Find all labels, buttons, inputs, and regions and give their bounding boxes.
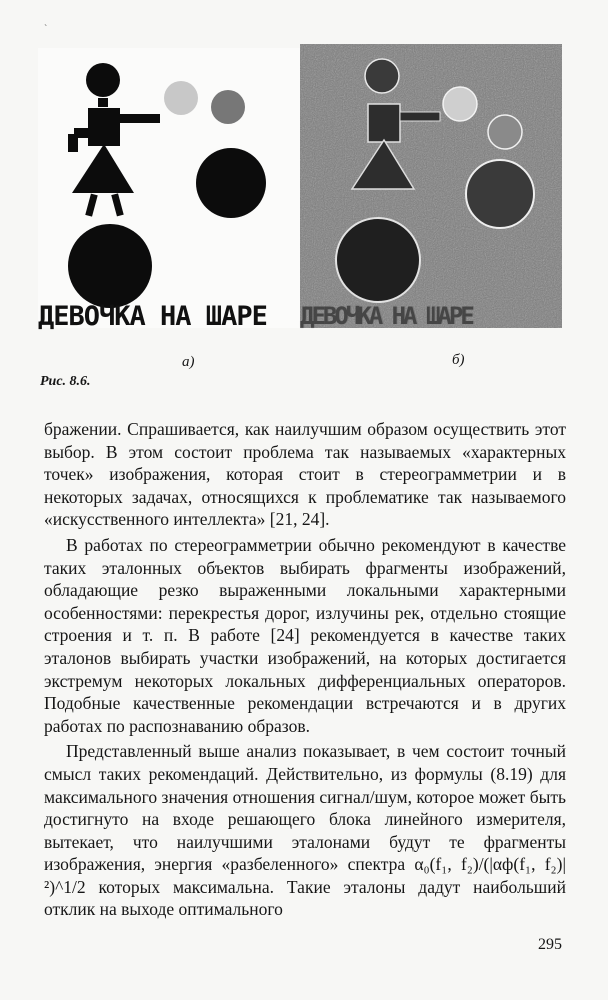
paragraph-3: Представленный выше анализ показывает, в чем состоит точный смысл таких рекомендаций. Действительно, из формулы (8.19) для максимального значения отношения сигнал/шум, которое может быть достигнуто на входе решающего блока линейного измерителя, вытекает, что наилучшими эталонами будут те фрагменты изображения, энергия «разбеленного» спектра α₀(f₁, f₂)/(|αф(f₁, f₂)|²)^1/2 которых максимальна. Такие эталоны дадут наибольший отклик на выходе оптимального: [44, 741, 566, 920]
sub-label-b: б): [452, 352, 465, 368]
noisy-small-balloon-1: [443, 87, 477, 121]
panel-a-image: [38, 48, 300, 328]
noisy-girl-arm: [400, 112, 440, 121]
girl-leg-left: [85, 194, 97, 217]
girl-skirt: [72, 144, 134, 193]
scan-mark: `: [44, 24, 48, 35]
girl-torso: [88, 108, 120, 146]
girl-neck: [98, 98, 108, 107]
panel-b-image: [300, 44, 562, 328]
figure-caption-strip: [38, 298, 560, 334]
girl-arm-right: [120, 114, 160, 123]
sub-label-a: а): [182, 354, 195, 370]
noisy-girl-torso: [368, 104, 400, 142]
caption-strip-a: ДЕВОЧКА НА ШАРЕ: [38, 300, 267, 332]
noisy-large-ball: [466, 160, 534, 228]
paragraph-2: В работах по стереограмметрии обычно рекомендуют в качестве таких эталонных объектов выбирать фрагменты изображений, обладающие резко выраженными локальными характерными особенностями: перекрестья дорог, излучины рек, отдельно стоящие строения и т. п. В работе [24] рекомендуется в качестве таких эталонов выбирать участки изображений, на которых достигается экстремум некоторых локальных дифференциальных операторов. Подобные качественные рекомендации встречаются и в других работах по распознаванию образов.: [44, 534, 566, 736]
page-number: 295: [538, 936, 562, 953]
noisy-small-balloon-2: [488, 115, 522, 149]
noisy-girl-head: [365, 59, 399, 93]
figure-label: Рис. 8.6.: [40, 374, 91, 389]
body-text: [44, 418, 566, 921]
small-balloon-light: [164, 81, 198, 115]
caption-strip-b: ДЕВОЧКА НА ШАРЕ: [300, 302, 472, 330]
ball-under-girl: [68, 224, 152, 308]
girl-leg-right: [111, 193, 123, 216]
large-ball-right: [196, 148, 266, 218]
small-balloon-mid: [211, 90, 245, 124]
girl-arm-left-upper: [74, 128, 88, 138]
girl-head: [86, 63, 120, 97]
noisy-ball-under-girl: [336, 218, 420, 302]
paragraph-1: бражении. Спрашивается, как наилучшим образом осуществить этот выбор. В этом состоит проблема так называемых «характерных точек» изображения, которая стоит в стереограмметрии и в некоторых задачах, относящихся к проблематике так называемого «искусственного интеллекта» [21, 24].: [44, 419, 566, 530]
figure-8-6: [38, 40, 560, 380]
